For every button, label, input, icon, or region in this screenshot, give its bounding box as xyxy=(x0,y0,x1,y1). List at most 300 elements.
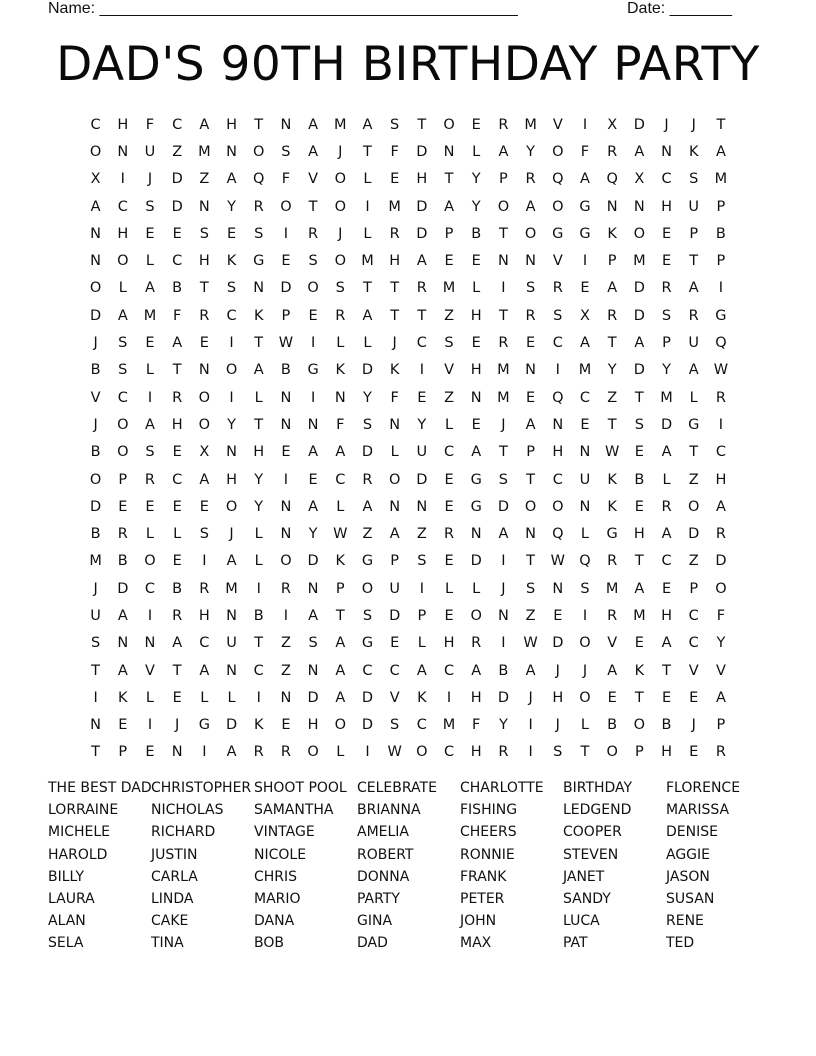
grid-letter: E xyxy=(145,225,155,242)
word-list-item: TED xyxy=(666,935,695,952)
grid-letter: L xyxy=(580,526,590,543)
grid-letter: L xyxy=(363,335,372,352)
grid-letter: E xyxy=(308,471,318,488)
grid-letter: O xyxy=(117,253,129,270)
grid-letter: N xyxy=(117,635,129,652)
grid-letter: Y xyxy=(607,362,617,379)
grid-letter: A xyxy=(362,307,373,324)
grid-letter: N xyxy=(497,607,509,624)
grid-letter: I xyxy=(229,389,234,406)
grid-letter: B xyxy=(280,362,291,379)
grid-letter: K xyxy=(253,307,264,324)
grid-letter: L xyxy=(472,143,481,160)
grid-letter: I xyxy=(93,689,98,706)
word-list-item: CELEBRATE xyxy=(357,780,437,796)
grid-letter: U xyxy=(389,580,400,597)
grid-letter: H xyxy=(253,444,265,461)
grid-letter: I xyxy=(256,689,261,706)
grid-letter: B xyxy=(471,225,482,242)
word-list-item: HAROLD xyxy=(48,846,108,863)
grid-letter: C xyxy=(172,116,183,133)
grid-letter: E xyxy=(526,335,536,352)
grid-letter: V xyxy=(552,253,563,270)
grid-letter: G xyxy=(307,362,319,379)
grid-letter: T xyxy=(634,689,644,706)
grid-letter: I xyxy=(229,335,234,352)
grid-letter: F xyxy=(172,307,182,324)
grid-letter: S xyxy=(362,416,373,433)
grid-letter: S xyxy=(118,335,128,352)
grid-letter: O xyxy=(579,689,591,706)
grid-letter: Z xyxy=(416,526,427,543)
word-list-item: FRANK xyxy=(460,868,507,885)
grid-letter: A xyxy=(715,689,726,706)
grid-letter: P xyxy=(444,225,454,242)
grid-letter: P xyxy=(716,253,726,270)
grid-letter: O xyxy=(443,116,455,133)
grid-letter: T xyxy=(254,635,264,652)
grid-letter: R xyxy=(443,526,455,543)
grid-letter: P xyxy=(662,335,671,352)
grid-letter: S xyxy=(553,744,563,761)
grid-letter: B xyxy=(715,225,726,242)
grid-letter: R xyxy=(661,280,672,297)
grid-letter: K xyxy=(607,498,617,515)
grid-letter: O xyxy=(361,580,374,597)
grid-letter: D xyxy=(389,607,401,624)
grid-letter: D xyxy=(633,307,645,324)
grid-letter: L xyxy=(580,717,590,734)
grid-letter: S xyxy=(390,717,400,734)
grid-letter: S xyxy=(335,280,345,297)
grid-letter: Y xyxy=(662,362,671,379)
grid-letter: H xyxy=(198,607,210,624)
grid-letter: S xyxy=(525,280,536,297)
grid-letter: E xyxy=(607,689,617,706)
grid-letter: T xyxy=(634,389,644,406)
grid-letter: R xyxy=(607,307,618,324)
grid-letter: B xyxy=(634,471,645,488)
grid-letter: R xyxy=(498,744,509,761)
grid-letter: S xyxy=(308,635,318,652)
word-list-item: ALAN xyxy=(48,913,86,930)
grid-letter: O xyxy=(633,225,646,242)
grid-letter: R xyxy=(498,116,509,133)
grid-letter: I xyxy=(120,171,125,188)
grid-letter: A xyxy=(498,143,509,160)
grid-letter: E xyxy=(308,307,318,324)
grid-letter: B xyxy=(172,580,183,597)
grid-letter: A xyxy=(335,444,346,461)
grid-letter: O xyxy=(198,416,211,433)
grid-letter: A xyxy=(335,662,346,679)
grid-letter: E xyxy=(471,253,481,270)
grid-letter: S xyxy=(254,225,264,242)
grid-letter: Q xyxy=(253,171,265,188)
grid-letter: Z xyxy=(688,553,699,570)
grid-letter: V xyxy=(389,689,400,706)
grid-letter: S xyxy=(199,225,209,242)
grid-letter: O xyxy=(388,471,401,488)
grid-letter: A xyxy=(199,116,210,133)
grid-letter: N xyxy=(144,635,156,652)
grid-letter: B xyxy=(498,662,509,679)
grid-letter: O xyxy=(144,553,156,570)
grid-letter: R xyxy=(280,580,291,597)
grid-letter: G xyxy=(606,526,618,543)
grid-letter: V xyxy=(444,362,454,379)
grid-letter: N xyxy=(389,498,401,515)
grid-letter: T xyxy=(91,744,101,761)
grid-letter: S xyxy=(362,607,373,624)
grid-letter: M xyxy=(225,580,238,597)
grid-letter: N xyxy=(579,444,591,461)
word-list-item: MARISSA xyxy=(666,802,730,819)
grid-letter: A xyxy=(389,526,400,543)
grid-letter: O xyxy=(89,280,102,297)
word-list-item: RICHARD xyxy=(151,824,216,841)
grid-letter: C xyxy=(443,662,455,679)
grid-letter: A xyxy=(145,280,155,297)
grid-letter: R xyxy=(253,744,264,761)
grid-letter: L xyxy=(118,280,127,297)
grid-letter: A xyxy=(634,580,645,597)
word-list-item: COOPER xyxy=(563,824,622,841)
grid-letter: O xyxy=(715,580,727,597)
grid-letter: P xyxy=(499,171,508,188)
grid-letter: R xyxy=(607,607,618,624)
grid-letter: T xyxy=(199,280,209,297)
grid-letter: K xyxy=(417,689,427,706)
grid-letter: H xyxy=(443,635,455,652)
grid-letter: L xyxy=(444,416,454,433)
grid-letter: T xyxy=(417,307,427,324)
grid-letter: N xyxy=(226,444,237,461)
grid-letter: D xyxy=(117,580,129,597)
grid-letter: H xyxy=(117,116,129,133)
grid-letter: E xyxy=(580,280,590,297)
grid-letter: Z xyxy=(172,143,183,160)
word-list-item: CHRIS xyxy=(254,868,298,885)
grid-letter: S xyxy=(634,416,644,433)
word-list-item: LORRAINE xyxy=(48,802,119,819)
grid-letter: E xyxy=(526,389,536,406)
grid-letter: A xyxy=(308,143,319,160)
grid-letter: L xyxy=(363,225,372,242)
grid-letter: H xyxy=(307,717,319,734)
grid-letter: I xyxy=(310,335,316,352)
grid-letter: W xyxy=(523,635,538,652)
grid-letter: Z xyxy=(607,389,618,406)
grid-letter: E xyxy=(281,444,291,461)
grid-letter: M xyxy=(361,253,374,270)
grid-letter: E xyxy=(145,335,155,352)
grid-letter: N xyxy=(171,744,183,761)
word-list-item: VINTAGE xyxy=(254,824,315,841)
grid-letter: E xyxy=(172,225,182,242)
grid-letter: E xyxy=(471,416,481,433)
grid-letter: W xyxy=(713,362,729,379)
grid-letter: S xyxy=(580,580,590,597)
grid-letter: A xyxy=(661,526,672,543)
grid-letter: I xyxy=(202,553,207,570)
grid-letter: G xyxy=(361,553,374,570)
grid-letter: E xyxy=(226,225,237,242)
word-list-item: BRIANNA xyxy=(357,802,421,819)
grid-letter: A xyxy=(362,116,373,133)
grid-letter: G xyxy=(715,307,727,324)
grid-letter: V xyxy=(715,662,726,679)
grid-letter: M xyxy=(143,307,157,324)
grid-letter: E xyxy=(580,416,590,433)
grid-letter: A xyxy=(715,143,726,160)
grid-letter: Y xyxy=(363,389,372,406)
grid-letter: Q xyxy=(552,526,564,543)
grid-letter: A xyxy=(145,416,155,433)
grid-letter: N xyxy=(443,143,455,160)
grid-letter: C xyxy=(715,444,726,461)
grid-letter: A xyxy=(580,171,590,188)
grid-letter: C xyxy=(117,389,128,406)
grid-letter: L xyxy=(336,744,345,761)
grid-letter: B xyxy=(172,280,183,297)
grid-letter: A xyxy=(226,171,237,188)
grid-letter: R xyxy=(661,498,672,515)
grid-letter: G xyxy=(579,198,591,215)
grid-letter: T xyxy=(172,362,182,379)
grid-letter: Z xyxy=(525,607,536,624)
grid-letter: L xyxy=(363,171,372,188)
grid-letter: J xyxy=(93,335,98,352)
grid-letter: E xyxy=(390,635,400,652)
grid-letter: M xyxy=(633,253,646,270)
grid-letter: J xyxy=(175,717,180,734)
grid-letter: D xyxy=(416,198,428,215)
grid-letter: Z xyxy=(688,471,699,488)
grid-letter: S xyxy=(417,553,427,570)
grid-letter: E xyxy=(661,689,672,706)
grid-letter: D xyxy=(715,553,727,570)
word-list-item: MARIO xyxy=(254,890,301,907)
grid-letter: I xyxy=(310,389,316,406)
grid-letter: I xyxy=(501,635,506,652)
grid-letter: C xyxy=(416,335,427,352)
grid-letter: N xyxy=(525,362,537,379)
grid-letter: D xyxy=(552,635,564,652)
grid-letter: R xyxy=(525,171,536,188)
grid-letter: M xyxy=(497,389,510,406)
grid-letter: D xyxy=(416,143,428,160)
grid-letter: C xyxy=(172,471,183,488)
grid-letter: J xyxy=(147,171,153,188)
grid-letter: Z xyxy=(199,171,210,188)
grid-letter: D xyxy=(307,553,319,570)
grid-letter: R xyxy=(607,553,618,570)
grid-letter: E xyxy=(172,689,182,706)
grid-letter: D xyxy=(633,362,645,379)
grid-letter: T xyxy=(363,143,372,160)
grid-letter: P xyxy=(689,225,699,242)
grid-letter: T xyxy=(91,662,101,679)
grid-letter: A xyxy=(607,662,618,679)
grid-letter: T xyxy=(390,307,400,324)
grid-letter: S xyxy=(444,335,454,352)
grid-letter: O xyxy=(225,498,238,515)
grid-letter: B xyxy=(90,526,101,543)
grid-letter: B xyxy=(90,362,101,379)
grid-letter: T xyxy=(417,116,427,133)
grid-letter: S xyxy=(226,280,237,297)
grid-letter: B xyxy=(90,444,101,461)
grid-letter: T xyxy=(716,116,726,133)
grid-letter: N xyxy=(606,198,618,215)
grid-letter: L xyxy=(145,253,155,270)
grid-letter: L xyxy=(200,689,209,706)
grid-letter: H xyxy=(470,744,482,761)
grid-letter: L xyxy=(145,526,155,543)
grid-letter: A xyxy=(117,307,128,324)
grid-letter: A xyxy=(172,635,183,652)
grid-letter: L xyxy=(390,444,399,461)
grid-letter: V xyxy=(308,171,319,188)
grid-letter: E xyxy=(689,689,699,706)
grid-letter: S xyxy=(525,580,536,597)
grid-letter: F xyxy=(580,143,590,160)
name-date-header xyxy=(0,0,816,24)
grid-letter: P xyxy=(417,607,427,624)
grid-letter: X xyxy=(580,307,590,324)
grid-letter: T xyxy=(498,307,508,324)
grid-letter: J xyxy=(501,416,506,433)
grid-letter: E xyxy=(390,171,400,188)
grid-letter: C xyxy=(226,307,237,324)
grid-letter: O xyxy=(633,717,646,734)
grid-letter: O xyxy=(579,635,591,652)
grid-letter: E xyxy=(444,471,454,488)
grid-letter: I xyxy=(718,280,724,297)
grid-letter: E xyxy=(417,389,427,406)
grid-letter: I xyxy=(147,389,153,406)
grid-letter: J xyxy=(528,689,533,706)
grid-letter: D xyxy=(90,498,102,515)
grid-letter: T xyxy=(172,662,182,679)
grid-letter: B xyxy=(661,717,672,734)
word-list-item: BIRTHDAY xyxy=(563,780,633,796)
grid-letter: O xyxy=(307,280,319,297)
grid-letter: C xyxy=(579,389,591,406)
grid-letter: A xyxy=(416,253,427,270)
grid-letter: H xyxy=(470,307,482,324)
grid-letter: V xyxy=(552,116,563,133)
word-list-item: SELA xyxy=(48,935,84,952)
grid-letter: U xyxy=(688,335,700,352)
word-list-item: AGGIE xyxy=(666,846,711,863)
grid-letter: A xyxy=(580,335,590,352)
grid-letter: O xyxy=(89,143,102,160)
grid-letter: J xyxy=(501,580,506,597)
grid-letter: H xyxy=(661,744,672,761)
grid-letter: I xyxy=(582,116,588,133)
grid-letter: S xyxy=(661,307,672,324)
grid-letter: E xyxy=(634,635,644,652)
grid-letter: Z xyxy=(280,635,291,652)
grid-letter: I xyxy=(582,607,588,624)
grid-letter: F xyxy=(390,143,399,160)
grid-letter: T xyxy=(254,416,264,433)
grid-letter: R xyxy=(172,389,183,406)
grid-letter: O xyxy=(307,744,319,761)
grid-letter: A xyxy=(634,143,645,160)
grid-letter: D xyxy=(416,471,428,488)
grid-letter: O xyxy=(280,198,292,215)
grid-letter: D xyxy=(660,416,673,433)
grid-letter: I xyxy=(147,607,153,624)
word-list-item: MAX xyxy=(460,935,492,952)
grid-letter: C xyxy=(688,635,699,652)
grid-letter: Y xyxy=(498,717,508,734)
grid-letter: N xyxy=(226,662,237,679)
grid-letter: D xyxy=(171,171,183,188)
grid-letter: E xyxy=(634,444,644,461)
grid-letter: N xyxy=(226,607,237,624)
grid-letter: T xyxy=(526,471,536,488)
grid-letter: J xyxy=(93,416,98,433)
grid-letter: T xyxy=(526,553,536,570)
grid-letter: I xyxy=(283,225,289,242)
word-list-item: JUSTIN xyxy=(151,846,198,863)
grid-letter: R xyxy=(471,635,482,652)
grid-letter: N xyxy=(470,389,482,406)
grid-letter: A xyxy=(471,444,482,461)
grid-letter: S xyxy=(308,253,318,270)
grid-letter: P xyxy=(390,553,400,570)
grid-letter: H xyxy=(389,253,401,270)
grid-letter: C xyxy=(688,607,699,624)
grid-letter: L xyxy=(472,280,481,297)
grid-letter: M xyxy=(89,553,102,570)
grid-letter: L xyxy=(689,389,698,406)
grid-letter: P xyxy=(634,744,644,761)
grid-letter: C xyxy=(90,116,101,133)
grid-letter: R xyxy=(172,607,183,624)
grid-letter: E xyxy=(199,335,209,352)
grid-letter: C xyxy=(335,471,346,488)
word-list-item: BOB xyxy=(254,935,284,952)
grid-letter: G xyxy=(470,471,482,488)
grid-letter: A xyxy=(253,362,264,379)
grid-letter: D xyxy=(633,280,645,297)
grid-letter: M xyxy=(578,362,592,379)
grid-letter: L xyxy=(145,689,155,706)
grid-letter: R xyxy=(416,280,427,297)
grid-letter: L xyxy=(417,635,426,652)
grid-letter: R xyxy=(253,198,264,215)
grid-letter: P xyxy=(118,471,128,488)
grid-letter: R xyxy=(117,526,128,543)
grid-letter: G xyxy=(579,225,591,242)
grid-letter: A xyxy=(335,635,346,652)
grid-letter: N xyxy=(552,580,564,597)
grid-letter: E xyxy=(281,253,291,270)
grid-letter: E xyxy=(661,580,672,597)
grid-letter: Y xyxy=(254,498,264,515)
word-list-item: TINA xyxy=(151,935,184,952)
grid-letter: P xyxy=(689,580,699,597)
grid-letter: E xyxy=(199,498,209,515)
grid-letter: R xyxy=(308,225,319,242)
word-list-item: LUCA xyxy=(563,913,600,930)
grid-letter: N xyxy=(497,253,509,270)
